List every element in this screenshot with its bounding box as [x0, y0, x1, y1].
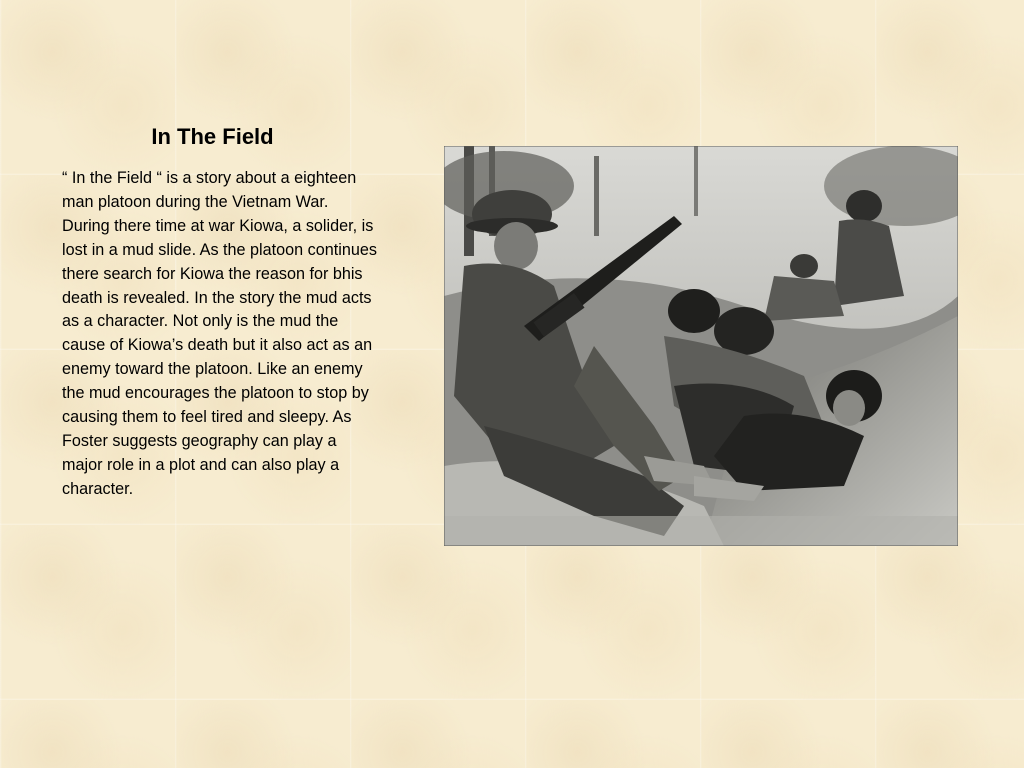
slide-title: In The Field [151, 124, 274, 149]
war-photo [444, 146, 958, 546]
slide-body-text: “ In the Field “ is a story about a eighteen man platoon during the Vietnam War. During there time at war Kiowa, a solider, is lost in a mud slide. As the platoon continues there search for Kiowa the reason for bhis death is revealed. In the story the mud acts as a character. Not only is the mud the cause of Kiowa’s death but it also act as an enemy toward the platoon. Like an enemy the mud encourages the platoon to stop by causing them to feel tired and sleepy. As Foster suggests geography can play a major role in a plot and can also play a character. [62, 169, 377, 498]
